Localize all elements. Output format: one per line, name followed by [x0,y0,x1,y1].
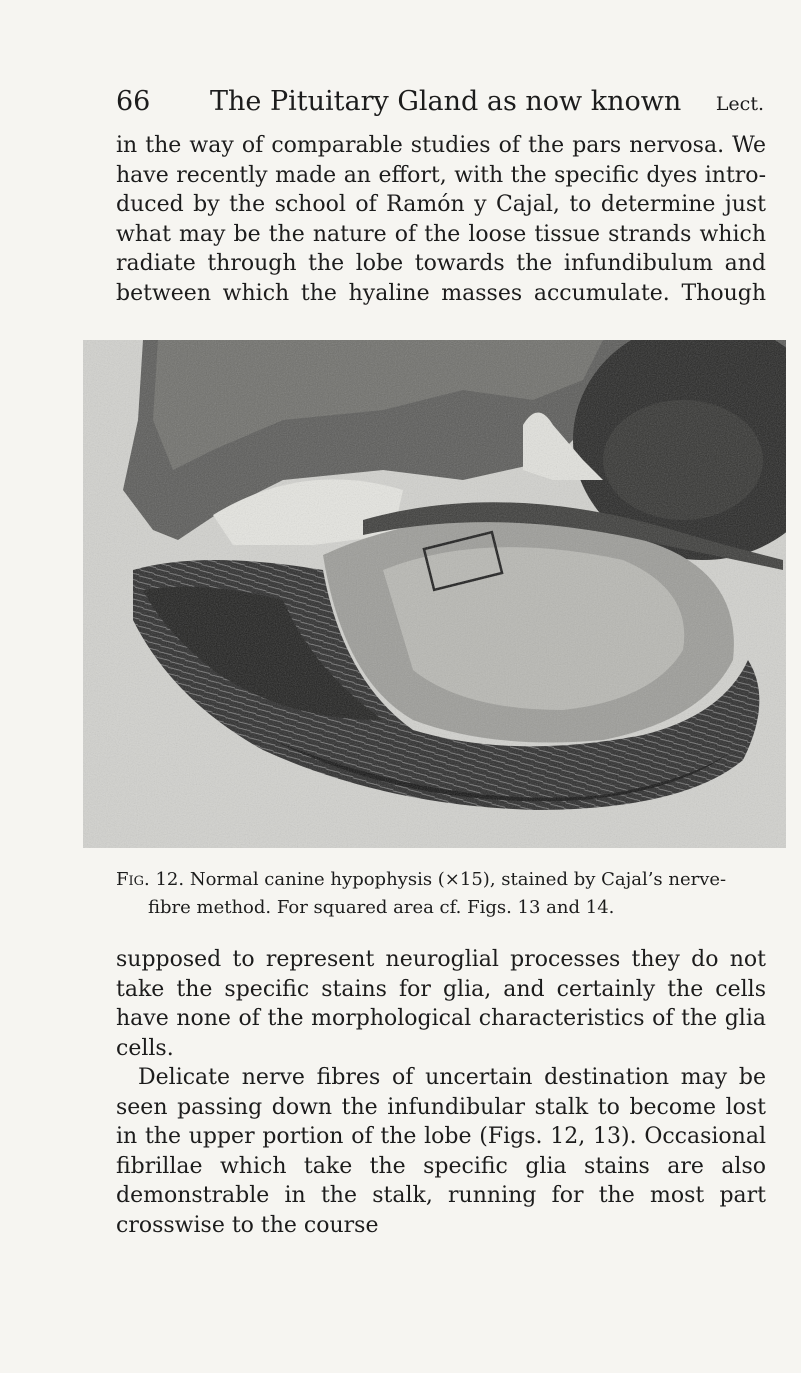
running-section: Lect. [715,93,764,115]
figure-label: Fig. 12. [116,869,185,890]
caption-line-2: fibre method. For squared area cf. Figs. 13 and 14. [148,897,615,918]
body-paragraph-1: supposed to represent neuroglial processes they do not take the specific stains for glia, and certainly the cells have none of the morphological characteristics of the glia cells. [116,947,766,1061]
page-number: 66 [116,86,151,117]
body-paragraph-top: in the way of comparable studies of the pars nervosa. We have recently made an effort, with the specific dyes introduced by the school of Ramón y Cajal, to determine just what may be the nature of the loose tissue strands which radiate through the lobe towards the infundibulum and between which the hyaline masses accumulate. Though [116,133,766,306]
micrograph-image [83,340,786,848]
figure-micrograph [83,340,786,848]
running-title: The Pituitary Gland as now known [210,86,682,117]
body-paragraph-2: Delicate nerve fibres of uncertain destination may be seen passing down the infundibular stalk to become lost in the upper portion of the lobe (Figs. 12, 13). Occasional fibrillae which take the specific glia stains are also demonstrable in the stalk, running for the most part crosswise to the course [116,1065,766,1238]
caption-line-1: Normal canine hypophysis (×15), stained by Cajal’s nerve- [189,869,727,890]
body-bottom [116,945,766,1240]
running-head [116,82,764,122]
figure-caption [116,866,766,922]
